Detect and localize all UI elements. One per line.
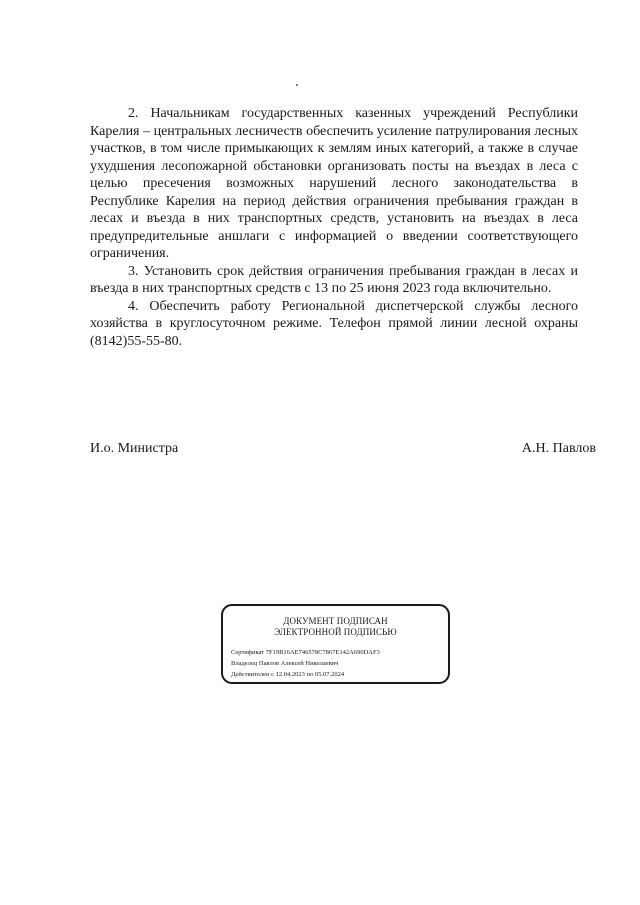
stamp-title: [223, 616, 448, 638]
stamp-certificate: Сертификат 7F19B16AE746578C7867E142A690DAF3: [231, 649, 380, 656]
stamp-title-line1: ДОКУМЕНТ ПОДПИСАН: [283, 616, 388, 626]
document-body: [90, 105, 578, 350]
stamp-owner: Владелец Павлов Алексей Николаевич: [231, 660, 339, 667]
signatory-name: А.Н. Павлов: [521, 441, 596, 456]
paragraph-2: 2. Начальникам государственных казенных учреждений Республики Карелия – центральных лесничеств обеспечить усиление патрулирования лесных участков, в том числе примыкающих к землям иных категорий, а также в случае ухудшения лесопожарной обстановки организовать посты на въездах в леса с целью пресечения возможных нарушений лесного законодательства в Республике Карелия на период действия ограничения пребывания граждан в лесах и въезда в них транспортных средств, установить на въездах в леса предупредительные аншлаги с информацией о введении соответствующего ограничения.: [90, 106, 578, 261]
paragraph-3: 3. Установить срок действия ограничения пребывания граждан в лесах и въезда в них транспортных средств с 13 по 25 июня 2023 года включительно.: [90, 263, 578, 296]
stamp-details: [231, 647, 380, 680]
signatory-position: И.о. Министра: [90, 441, 179, 456]
electronic-signature-stamp: [221, 604, 450, 684]
paragraph-4: 4. Обеспечить работу Региональной диспетчерской службы лесного хозяйства в круглосуточном режиме. Телефон прямой линии лесной охраны (8142)55-55-80.: [90, 298, 578, 349]
stamp-title-line2: ЭЛЕКТРОННОЙ ПОДПИСЬЮ: [274, 627, 397, 637]
stamp-validity: Действителен с 12.04.2023 по 05.07.2024: [231, 671, 345, 678]
scan-dot-mark: [296, 84, 298, 86]
